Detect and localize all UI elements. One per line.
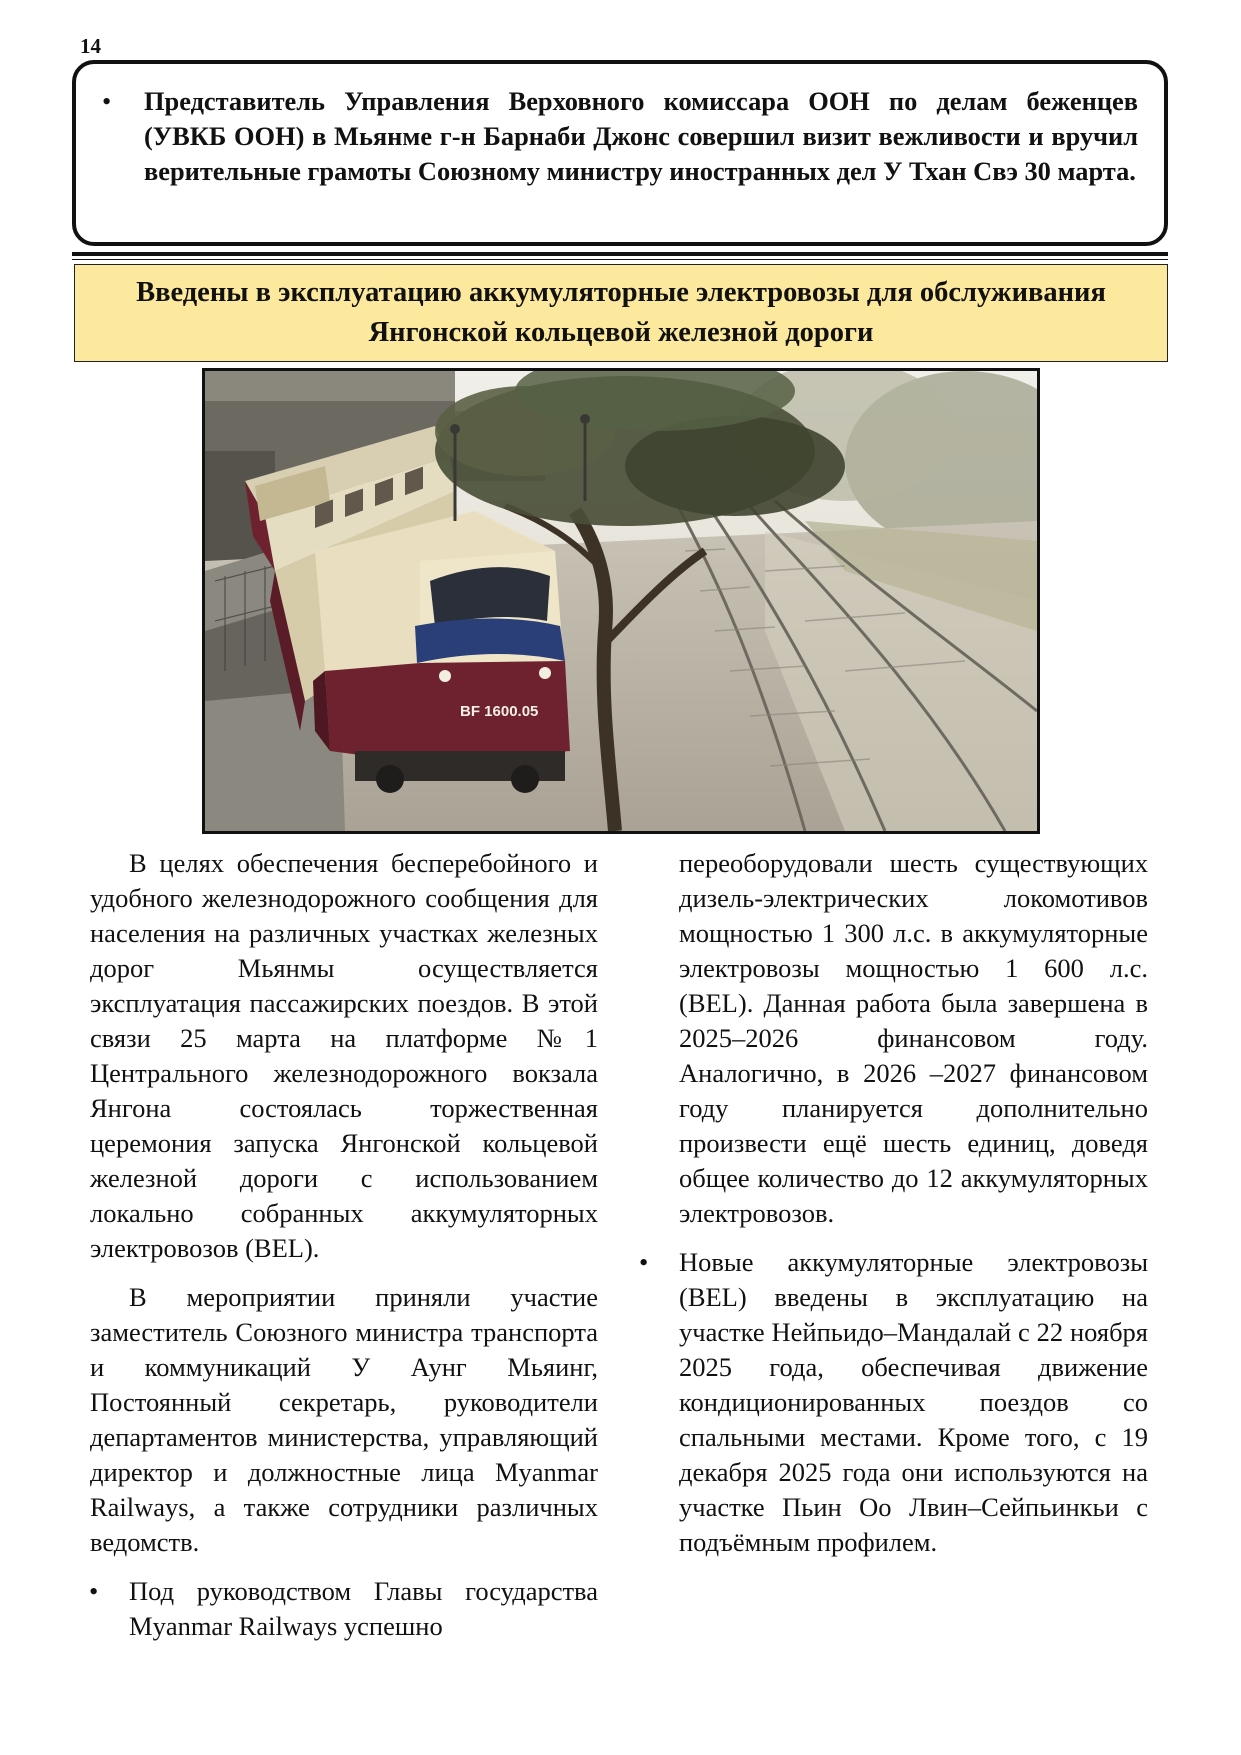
locomotive [313, 511, 570, 793]
article-column-left [90, 846, 598, 1644]
article-bullet-1-text: Под руководством Главы государства Myanmar Railways успешно [129, 1576, 598, 1641]
article-headline-box [74, 264, 1168, 362]
bullet-icon: • [639, 1247, 649, 1277]
headline-line-2: Янгонской кольцевой железной дороги [368, 317, 874, 348]
article-headline [136, 273, 1106, 353]
notice-text: Представитель Управления Верховного комиссара ООН по делам беженцев (УВКБ ООН) в Мьянме г-н Барнаби Джонс совершил визит вежливости и вручил верительные грамоты Союзному министру иностранных дел У Тхан Свэ 30 марта. [144, 86, 1138, 186]
notice-item [102, 84, 1138, 189]
article-bullet-1 [90, 1574, 598, 1644]
train-photo [202, 368, 1040, 834]
locomotive-number: BF 1600.05 [460, 703, 539, 720]
section-divider [72, 252, 1168, 256]
article-column-right [640, 846, 1148, 1560]
headline-line-1: Введены в эксплуатацию аккумуляторные электровозы для обслуживания [136, 277, 1106, 308]
notice-box [72, 60, 1168, 246]
article-bullet-1-continued: переоборудовали шесть существующих дизель-электрических локомотивов мощностью 1 300 л.с. в аккумуляторные электровозы мощностью 1 600 л.с. (BEL). Данная работа была завершена в 2025–2026 финансовом году. Аналогично, в 2026 –2027 финансовом году планируется дополнительно произвести ещё шесть единиц, доведя общее количество до 12 аккумуляторных электровозов. [679, 848, 1148, 1228]
train-photo-illustration [205, 371, 1037, 831]
bullet-icon: • [89, 1576, 99, 1606]
article-bullet-2 [640, 1245, 1148, 1560]
article-paragraph-1: В целях обеспечения бесперебойного и удобного железнодорожного сообщения для населения на различных участках железных дорог Мьянмы осуществляется эксплуатация пассажирских поездов. В этой связи 25 марта на платформе №1 Центрального железнодорожного вокзала Янгона состоялась торжественная церемония запуска Янгонской кольцевой железной дороги с использованием локально собранных аккумуляторных электровозов (BEL). [90, 848, 598, 1263]
article-bullet-2-text: Новые аккумуляторные электровозы (BEL) введены в эксплуатацию на участке Нейпьидо–Мандалай с 22 ноября 2025 года, обеспечивая движение кондиционированных поездов со спальными местами. Кроме того, с 19 декабря 2025 года они используются на участке Пьин Оо Лвин–Сейпьинкьи с подъёмным профилем. [679, 1247, 1148, 1557]
bullet-icon: • [102, 86, 112, 116]
page-number: 14 [80, 34, 101, 58]
article-paragraph-2: В мероприятии приняли участие заместитель Союзного министра транспорта и коммуникаций У Аунг Мьяинг, Постоянный секретарь, руководители департаментов министерства, управляющий директор и должностные лица Myanmar Railways, а также сотрудники различных ведомств. [90, 1282, 598, 1557]
section-divider-thin [72, 259, 1168, 260]
